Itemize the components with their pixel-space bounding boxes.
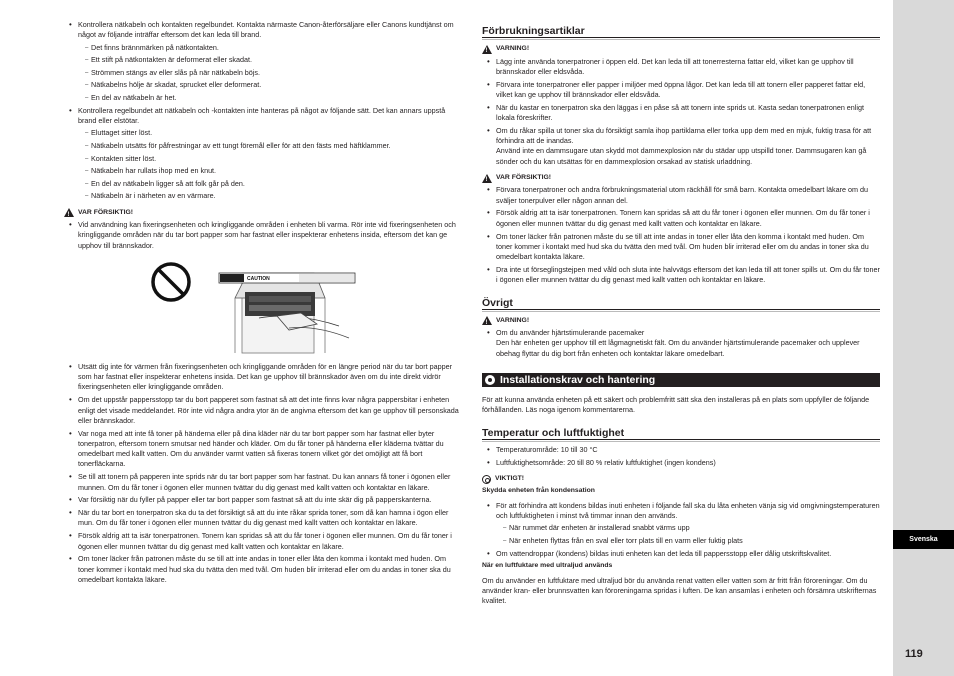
warning-heading: ! VARNING! <box>482 44 880 54</box>
list-item: • Var försiktig när du fyller på papper eller tar bort papper som fastnat så att du inte skär dig på papperskanterna. <box>64 495 459 505</box>
list-item: • Kontrollera nätkabeln och kontakten regelbundet. Kontakta närmaste Canon-återförsäljare eller Canons kundtjänst om något av följande inträffar eftersom det kan leda till brand. – Det finns brännmärken på nätkontakten. – Ett stift på nätkontakten är deformerat eller skadat. – Strömmen stängs av eller slås på när nätkabeln böjs. – Nätkabelns hölje är skadat, sprucket eller deformerat. – En del av nätkabeln är het. <box>64 20 459 103</box>
list-item: • Om toner läcker från patronen måste du se till att inte andas in toner eller låta den komma i kontakt med huden. Om toner kommer i kontakt med hud ska du tvätta den med tvål. Om huden blir irriterad eller om du andas in toner ska du omedelbart kontakta läkare. <box>64 554 459 585</box>
important-icon <box>482 475 491 484</box>
list-item: – Kontakten sitter löst. <box>78 154 459 164</box>
list-item: • Förvara inte tonerpatroner eller papper i miljöer med öppna lågor. Det kan leda till att tonern eller papperet fattar eld, vilket kan ge upphov till brännskador eller eldsvåda. <box>482 80 880 101</box>
list-item: • Se till att tonern på papperen inte sprids när du tar bort papper som har fastnat. Du kan annars få toner i ögonen eller munnen. Om du får toner i ögonen eller munnen tvättar du dig genast med kallt vatten och kontaktar en läkare. <box>64 472 459 493</box>
sub-list <box>78 128 459 201</box>
figure-caution-label: CAUTION <box>247 275 270 282</box>
list-item: • Kontrollera regelbundet att nätkabeln och -kontakten inte hanteras på något av följande sätt. Det kan annars uppstå brand eller elstötar. – Eluttaget sitter löst. – Nätkabeln utsätts för påfrestningar av ett tungt föremål eller för att den fästs med häftklammer. – Kontakten sitter löst. – Nätkabeln har rullats ihop med en knut. – En del av nätkabeln ligger så att folk går på den. – Nätkabeln är i närheten av en värmare. <box>64 106 459 202</box>
ultrasonic-subheading: När en luftfuktare med ultraljud används <box>482 562 613 570</box>
list-item: • När du kastar en tonerpatron ska den läggas i en påse så att tonern inte sprids ut. Kasta sedan tonerpatronen enligt lokala föreskrifter. <box>482 103 880 124</box>
warning-list <box>482 57 880 167</box>
right-margin-sidebar <box>893 0 954 676</box>
list-item: – Nätkabeln har rullats ihop med en knut. <box>78 166 459 176</box>
caution-list <box>64 220 459 251</box>
sub-list <box>78 43 459 104</box>
sub-list <box>496 523 880 546</box>
list-item: • Var noga med att inte få toner på händerna eller på dina kläder när du tar bort papper som har fastnat eller byter tonerpatron, eftersom tonern smutsar ned händer och kläder. Om du får toner på händerna eller kläderna tvättar du omedelbart med kallt vatten. Om du använder varmt vatten så fixeras tonern vilket gör det omöjligt att få bort tonerfläckarna. <box>64 429 459 470</box>
list-item: • Om det uppstår pappersstopp tar du bort papperet som fastnat så att det inte finns kvar några pappersbitar i enheten enligt det visade meddelandet. Rör inte vid några andra ytor än de angivna eftersom det kan ge upphov till personskada eller brännskador. <box>64 395 459 426</box>
temperature-heading: Temperatur och luftfuktighet <box>482 428 880 440</box>
list-item: • Dra inte ut förseglingstejpen med våld och sluta inte halvvägs eftersom det kan leda till att toner spills ut. Om du får toner i ögonen eller munnen tvättar du dig genast med kallt vatten och kontaktar en läkare. <box>482 265 880 286</box>
list-item: • För att förhindra att kondens bildas inuti enheten i följande fall ska du låta enheten vänja sig vid omgivningstemperaturen och luftfuktigheten i minst två timmar innan den används. – När rummet där enheten är installerad snabbt värms upp – När enheten flyttas från en sval eller torr plats till en varm eller fuktig plats <box>482 501 880 546</box>
prohibition-icon <box>153 264 189 300</box>
warning-heading: ! VARNING! <box>482 316 880 326</box>
list-item: – När rummet där enheten är installerad snabbt värms upp <box>496 523 880 533</box>
list-item: – En del av nätkabeln är het. <box>78 93 459 103</box>
warning-triangle-icon <box>482 45 492 54</box>
list-item: – Nätkabeln är i närheten av en värmare. <box>78 191 459 201</box>
warning-triangle-icon <box>482 174 492 183</box>
condensation-subheading: Skydda enheten från kondensation <box>482 487 595 495</box>
power-cord-list <box>64 20 459 202</box>
list-item: • Försök aldrig att ta isär tonerpatronen. Tonern kan spridas så att du får toner i ögonen eller munnen. Om du får toner i ögonen eller munnen tvättar du dig genast med kallt vatten och kontaktar en läkare. <box>482 208 880 229</box>
left-column <box>64 20 459 588</box>
caution-heading: ! VAR FÖRSIKTIG! <box>64 208 459 218</box>
list-item: – En del av nätkabeln ligger så att folk går på den. <box>78 179 459 189</box>
list-item: – Det finns brännmärken på nätkontakten. <box>78 43 459 53</box>
list-item: – Nätkabelns hölje är skadat, sprucket eller deformerat. <box>78 80 459 90</box>
list-item: • Luftfuktighetsområde: 20 till 80 % relativ luftfuktighet (ingen kondens) <box>482 458 880 468</box>
list-item: • Om vattendroppar (kondens) bildas inuti enheten kan det leda till pappersstopp eller dålig utskriftskvalitet. <box>482 549 880 559</box>
list-item: • Om du råkar spilla ut toner ska du försiktigt samla ihop partiklarna eller torka upp dem med en mjuk, fuktig trasa för att förhindra att de inandas. Använd inte en dammsugare utan skydd mot dammexplosion när du städar upp utspilld toner. Dammsugaren kan gå sönder och du kan utsättas för en dammexplosion orsakad av statisk urladdning. <box>482 126 880 167</box>
list-item: • Utsätt dig inte för värmen från fixeringsenheten och kringliggande områden för en längre period när du tar bort papper som har fastnat eller inspekterar enhetens insida. Det kan ge upphov till brännskador även om du inte direkt vidrör fixeringsenheten eller kringliggande områden. <box>64 362 459 393</box>
list-item: – När enheten flyttas från en sval eller torr plats till en varm eller fuktig plats <box>496 536 880 546</box>
warning-triangle-icon <box>482 316 492 325</box>
list-item: – Ett stift på nätkontakten är deformerat eller skadat. <box>78 55 459 65</box>
caution-heading: ! VAR FÖRSIKTIG! <box>482 173 880 183</box>
condensation-list <box>482 501 880 559</box>
fixing-unit-illustration <box>149 258 369 354</box>
right-column <box>482 20 880 613</box>
printer-illustration <box>149 258 369 354</box>
important-heading: VIKTIGT! <box>482 474 880 484</box>
list-item: • Försök aldrig att ta isär tonerpatronen. Tonern kan spridas så att du får toner i ögonen eller munnen. Om du får toner i ögonen eller munnen tvättar du dig genast med kallt vatten och kontaktar en läkare. <box>64 531 459 552</box>
caution-list <box>482 185 880 285</box>
list-item: • Om toner läcker från patronen måste du se till att inte andas in toner eller låta den komma i kontakt med huden. Om toner kommer i kontakt med hud ska du tvätta den med tvål. Om huden blir irriterad eller om du andas in toner ska du omedelbart kontakta läkare. <box>482 232 880 263</box>
page-number: 119 <box>905 648 923 660</box>
list-item: • Förvara tonerpatroner och andra förbrukningsmaterial utom räckhåll för små barn. Kontakta omedelbart läkare om du sväljer tonerpulver eller någon annan del. <box>482 185 880 206</box>
list-item: – Nätkabeln utsätts för påfrestningar av ett tungt föremål eller för att den fästs med häftklammer. <box>78 141 459 151</box>
section-disc-icon <box>485 375 495 385</box>
temperature-list <box>482 445 880 468</box>
list-item: – Eluttaget sitter löst. <box>78 128 459 138</box>
ultrasonic-text: Om du använder en luftfuktare med ultraljud bör du använda renat vatten eller vatten som är fritt från föroreningar. Om du använder kran- eller brunnsvatten kan föroreningarna spridas i luften. De kan ansamlas i enheten och försämra utskrifternas kvalitet. <box>482 575 877 606</box>
installation-section-bar: Installationskrav och hantering <box>482 373 880 387</box>
list-item: • Lägg inte använda tonerpatroner i öppen eld. Det kan leda till att tonerresterna fattar eld, vilket kan ge upphov till brännskador eller eldsvåda. <box>482 57 880 78</box>
consumables-heading: Förbrukningsartiklar <box>482 26 880 38</box>
pacemaker-list <box>482 328 880 359</box>
warning-triangle-icon <box>64 208 74 217</box>
list-item: • När du tar bort en tonerpatron ska du ta det försiktigt så att du inte råkar sprida toner, som då kan hamna i ögon eller mun. Om du får toner i ögonen eller munnen tvättar du dig genast med kallt vatten och kontaktar en läkare. <box>64 508 459 529</box>
list-item: • Om du använder hjärtstimulerande pacemaker Den här enheten ger upphov till ett lågmagnetiskt fält. Om du använder hjärtstimulerande pacemaker och upplever obehag flyttar du dig bort från enheten och kontaktar läkare omedelbart. <box>482 328 880 359</box>
list-item: • Vid användning kan fixeringsenheten och kringliggande områden i enheten bli varma. Rör inte vid fixeringsenheten och kringliggande områden när du tar bort papper som har fastnat eller inspekterar enhetens insida, eftersom det kan ge upphov till brännskador. <box>64 220 459 251</box>
other-heading: Övrigt <box>482 298 880 310</box>
installation-intro: För att kunna använda enheten på ett säkert och problemfritt sätt ska den installeras på en plats som uppfyller de följande förhållanden. Läs noga igenom kommentarerna. <box>482 395 870 415</box>
list-item: • Temperaturområde: 10 till 30 °C <box>482 445 880 455</box>
handling-list <box>64 362 459 585</box>
list-item: – Strömmen stängs av eller slås på när nätkabeln böjs. <box>78 68 459 78</box>
language-tab[interactable]: Svenska <box>893 530 954 549</box>
